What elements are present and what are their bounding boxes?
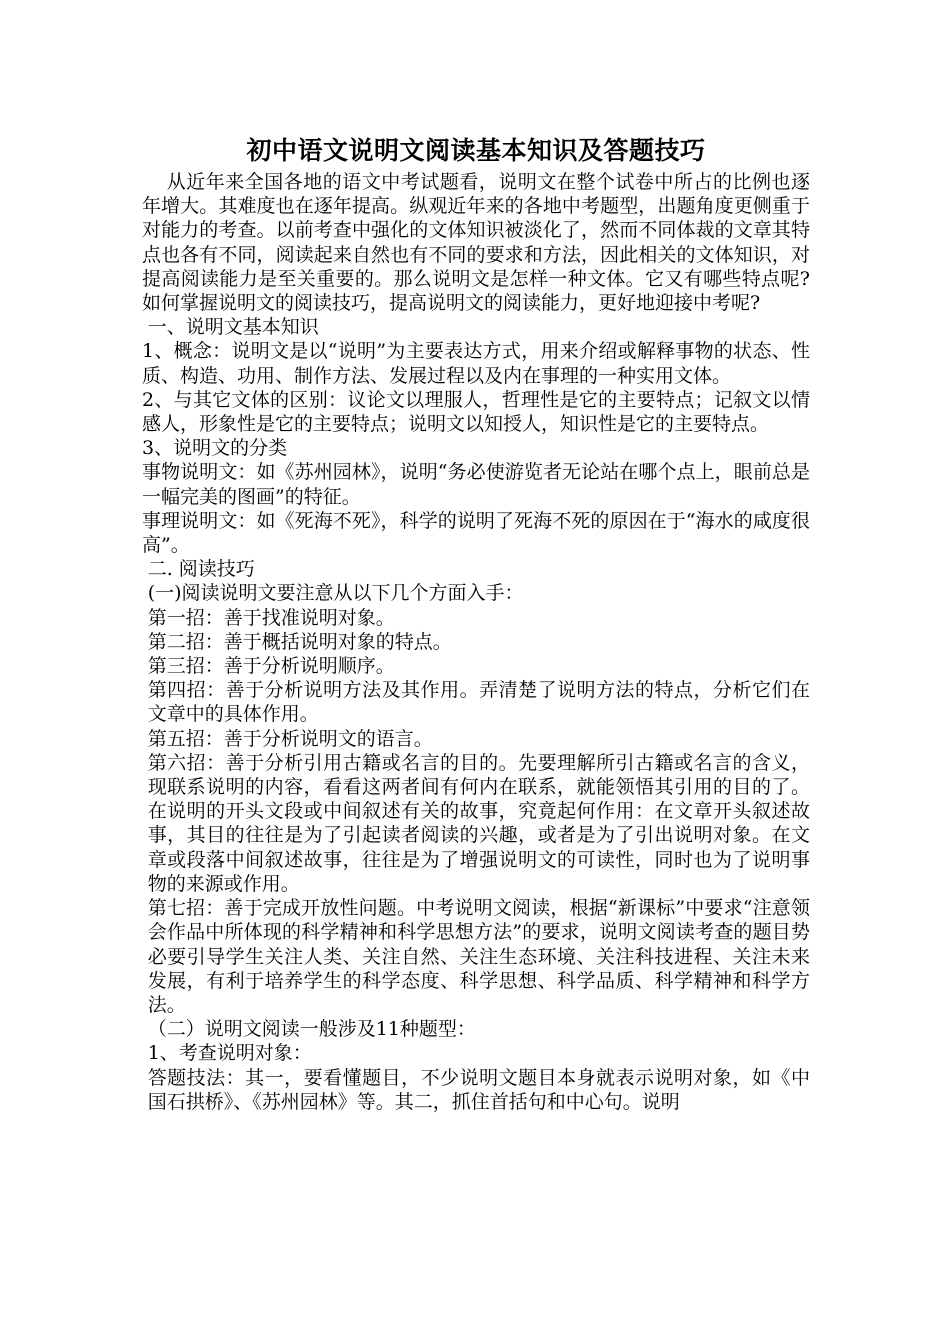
tip-4: 第四招：善于分析说明方法及其作用。弄清楚了说明方法的特点，分析它们在文章中的具体作用。 xyxy=(147,679,810,726)
document-body xyxy=(142,170,810,1114)
paragraph-concept: 1、概念：说明文是以“说明”为主要表达方式，用来介绍或解释事物的状态、性质、构造、功用、制作方法、发展过程以及内在事理的一种实用文体。 xyxy=(142,340,810,387)
tip-6: 第六招：善于分析引用古籍或名言的目的。先要理解所引古籍或名言的含义，现联系说明的内容，看看这两者间有何内在联系，就能领悟其引用的目的了。在说明的开头文段或中间叙述有关的故事，究竟起何作用：在文章开头叙述故事，其目的往往是为了引起读者阅读的兴趣，或者是为了引出说明对象。在文章或段落中间叙述故事，往往是为了增强说明文的可读性，同时也为了说明事物的来源或作用。 xyxy=(147,751,810,895)
section-heading-basics: 一、说明文基本知识 xyxy=(147,316,319,339)
section-heading-skills: 二. 阅读技巧 xyxy=(147,558,255,581)
paragraph-classification: 3、说明文的分类 xyxy=(142,437,288,460)
subsection-heading-question-types: （二）说明文阅读一般涉及11种题型： xyxy=(147,1018,476,1041)
paragraph-object-expository: 事物说明文：如《苏州园林》，说明“务必使游览者无论站在哪个点上，眼前总是一幅完美的图画”的特征。 xyxy=(142,461,810,508)
subsection-heading-approach: (一)阅读说明文要注意从以下几个方面入手： xyxy=(147,582,524,605)
answer-technique: 答题技法：其一，要看懂题目，不少说明文题目本身就表示说明对象，如《中国石拱桥》、《苏州园林》等。其二，抓住首括句和中心句。说明 xyxy=(147,1066,810,1113)
tip-5: 第五招：善于分析说明文的语言。 xyxy=(147,727,433,750)
tip-1: 第一招：善于找准说明对象。 xyxy=(147,606,395,629)
tip-7: 第七招：善于完成开放性问题。中考说明文阅读，根据“新课标”中要求“注意领会作品中所体现的科学精神和科学思想方法”的要求，说明文阅读考查的题目势必要引导学生关注人类、关注自然、关注生态环境、关注科技进程、关注未来发展，有利于培养学生的科学态度、科学思想、科学品质、科学精神和科学方法。 xyxy=(147,897,810,1016)
paragraph-difference: 2、与其它文体的区别：议论文以理服人，哲理性是它的主要特点；记叙文以情感人，形象性是它的主要特点；说明文以知授人，知识性是它的主要特点。 xyxy=(142,388,810,436)
tip-2: 第二招：善于概括说明对象的特点。 xyxy=(147,630,452,653)
intro-paragraph: 从近年来全国各地的语文中考试题看，说明文在整个试卷中所占的比例也逐年增大。其难度也在逐年提高。纵观近年来的各地中考题型，出题角度更侧重于对能力的考查。以前考查中强化的文体知识被淡化了，然而不同体裁的文章其特点也各有不同，阅读起来自然也有不同的要求和方法，因此相关的文体知识，对提高阅读能力是至关重要的。那么说明文是怎样一种文体。它又有哪些特点呢?如何掌握说明文的阅读技巧，提高说明文的阅读能力，更好地迎接中考呢? xyxy=(142,171,810,315)
document-page xyxy=(142,132,810,1114)
question-type-1: 1、考查说明对象： xyxy=(147,1042,312,1065)
document-title: 初中语文说明文阅读基本知识及答题技巧 xyxy=(246,136,706,165)
tip-3: 第三招：善于分析说明顺序。 xyxy=(147,655,395,678)
paragraph-reason-expository: 事理说明文：如《死海不死》，科学的说明了死海不死的原因在于“海水的咸度很高”。 xyxy=(142,509,810,557)
